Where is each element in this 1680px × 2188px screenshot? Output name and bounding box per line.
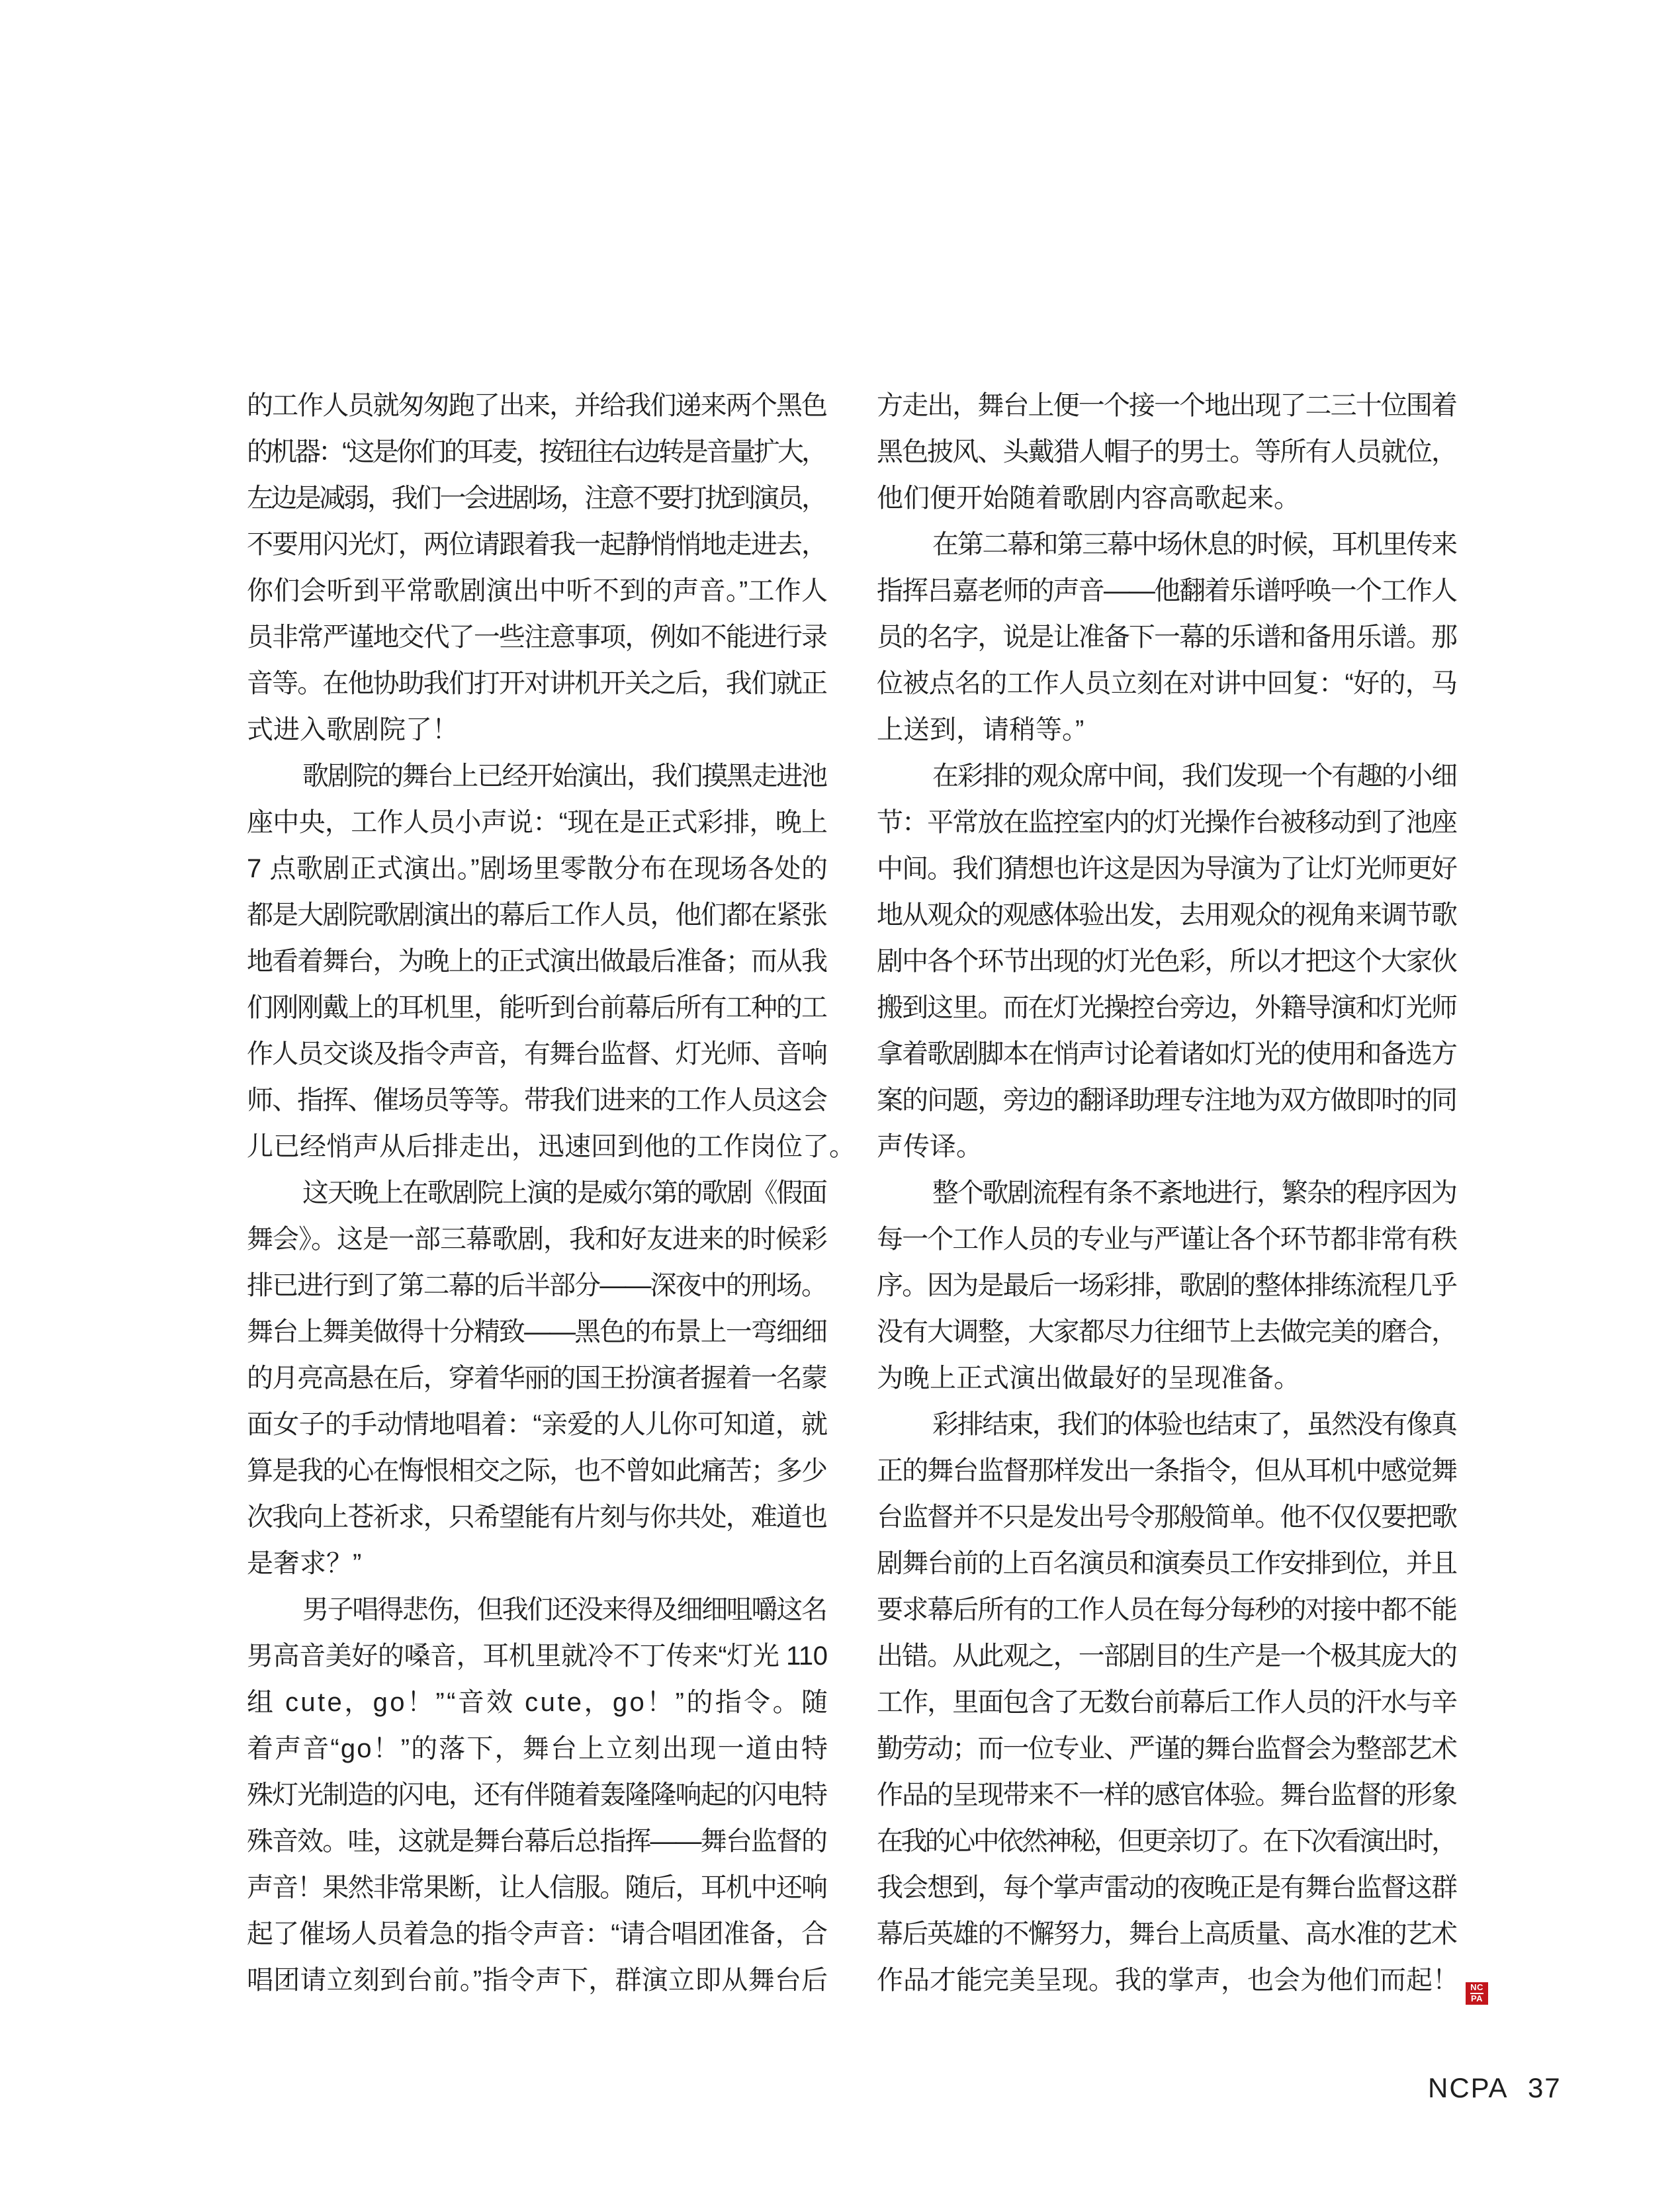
text-line: 作品才能完美呈现。我的掌声，也会为他们而起！ $\frac{NC}{PA}$ [877,1957,1458,2003]
right-column [877,382,1483,2004]
text-line: 都是大剧院歌剧演出的幕后工作人员，他们都在紧张 [247,900,827,930]
text-line: 要求幕后所有的工作人员在每分每秒的对接中都不能 [877,1595,1457,1624]
text-line: 没有大调整，大家都尽力往细节上去做完美的磨合， [877,1317,1457,1346]
page-footer [1428,2072,1562,2104]
text-line: 声音！果然非常果断，让人信服。随后，耳机中还响 [247,1873,827,1902]
text-line: 彩排结束，我们的体验也结束了，虽然没有像真 [932,1410,1456,1439]
text-line: 案的问题，旁边的翻译助理专注地为双方做即时的同 [877,1086,1457,1115]
text-line: 起了催场人员着急的指令声音：“请合唱团准备，合 [247,1919,828,1948]
text-line: 中间。我们猜想也许这是因为导演为了让灯光师更好 [877,854,1457,883]
text-line: 地看着舞台，为晚上的正式演出做最后准备；而从我 [247,947,827,976]
text-line: 师、指挥、催场员等等。带我们进来的工作人员这会 [247,1086,827,1115]
ncpa-end-mark-icon: $\frac{NC}{PA}$ [1466,1982,1488,2005]
text-line: 剧中各个环节出现的灯光色彩，所以才把这个大家伙 [877,947,1457,976]
text-line: 位被点名的工作人员立刻在对讲中回复：“好的，马 [877,669,1458,698]
text-line: 的机器：“这是你们的耳麦，按钮往右边转是音量扩大， [247,437,826,466]
text-line: 面女子的手动情地唱着：“亲爱的人儿你可知道，就 [247,1410,828,1439]
text-line: 们刚刚戴上的耳机里，能听到台前幕后所有工种的工 [247,993,827,1022]
text-line: 在彩排的观众席中间，我们发现一个有趣的小细 [932,762,1456,791]
text-line: 的月亮高悬在后，穿着华丽的国王扮演者握着一名蒙 [247,1364,827,1393]
text-line: 工作，里面包含了无数台前幕后工作人员的汗水与辛 [877,1688,1457,1717]
text-line: 指挥吕嘉老师的声音——他翻着乐谱呼唤一个工作人 [877,576,1457,605]
text-line: 的工作人员就匆匆跑了出来，并给我们递来两个黑色 [247,391,827,420]
text-line: 员的名字，说是让准备下一幕的乐谱和备用乐谱。那 [877,623,1457,652]
text-line: 歌剧院的舞台上已经开始演出，我们摸黑走进池 [302,762,826,791]
text-line: 男高音美好的嗓音，耳机里就冷不丁传来“灯光 110 [247,1641,828,1671]
text-line: 整个歌剧流程有条不紊地进行，繁杂的程序因为 [932,1178,1456,1207]
text-line: 7 点歌剧正式演出。”剧场里零散分布在现场各处的 [247,854,828,883]
text-line: 唱团请立刻到台前。”指令声下，群演立即从舞台后 [247,1966,828,1995]
text-line: 座中央，工作人员小声说：“现在是正式彩排，晚上 [247,808,828,837]
text-line: 剧舞台前的上百名演员和演奏员工作安排到位，并且 [877,1549,1457,1578]
text-line: 你们会听到平常歌剧演出中听不到的声音。”工作人 [247,576,828,605]
text-line: 拿着歌剧脚本在悄声讨论着诸如灯光的使用和备选方 [877,1039,1457,1069]
text-line: 每一个工作人员的专业与严谨让各个环节都非常有秩 [877,1225,1457,1254]
text-line: 算是我的心在悔恨相交之际，也不曾如此痛苦；多少 [247,1456,827,1485]
text-line: 排已进行到了第二幕的后半部分——深夜中的刑场。 [247,1271,827,1300]
text-line: 不要用闪光灯，两位请跟着我一起静悄悄地走进去， [247,530,827,559]
text-line: 组 cute，go！”“音效 cute，go！”的指令。随 [247,1688,830,1717]
text-line: 殊灯光制造的闪电，还有伴随着轰隆隆响起的闪电特 [247,1780,827,1810]
text-line: 员非常严谨地交代了一些注意事项，例如不能进行录 [247,623,827,652]
text-line: 勤劳动；而一位专业、严谨的舞台监督会为整部艺术 [877,1734,1457,1763]
text-line: 地从观众的观感体验出发，去用观众的视角来调节歌 [877,900,1457,930]
text-line: 他们便开始随着歌剧内容高歌起来。 [877,484,1300,513]
text-line: 声传译。 [877,1132,983,1161]
text-line: 黑色披风、头戴猎人帽子的男士。等所有人员就位， [877,437,1457,466]
text-line: 方走出，舞台上便一个接一个地出现了二三十位围着 [877,391,1457,420]
text-line: 为晚上正式演出做最好的呈现准备。 [877,1364,1300,1393]
text-line: 音等。在他协助我们打开对讲机开关之后，我们就正 [247,669,827,698]
text-line: 在我的心中依然神秘，但更亲切了。在下次看演出时， [877,1827,1456,1856]
text-line: 上送到，请稍等。” [877,715,1084,744]
page-number: 37 [1527,2072,1562,2103]
text-line: 作品的呈现带来不一样的感官体验。舞台监督的形象 [877,1780,1457,1810]
text-line: 在第二幕和第三幕中场休息的时候，耳机里传来 [932,530,1456,559]
text-line: 作人员交谈及指令声音，有舞台监督、灯光师、音响 [247,1039,827,1069]
left-column [247,382,856,2003]
text-line: 男子唱得悲伤，但我们还没来得及细细咀嚼这名 [302,1595,826,1624]
text-line: 出错。从此观之，一部剧目的生产是一个极其庞大的 [877,1641,1457,1671]
text-line: 幕后英雄的不懈努力，舞台上高质量、高水准的艺术 [877,1919,1457,1948]
text-line: 这天晚上在歌剧院上演的是威尔第的歌剧《假面 [302,1178,826,1207]
text-line: 台监督并不只是发出号令那般简单。他不仅仅要把歌 [877,1503,1457,1532]
text-line: 节：平常放在监控室内的灯光操作台被移动到了池座 [877,808,1457,837]
text-line: 舞台上舞美做得十分精致——黑色的布景上一弯细细 [247,1317,827,1346]
text-line: 次我向上苍祈求，只希望能有片刻与你共处，难道也 [247,1503,827,1532]
journal-name: NCPA [1428,2072,1507,2103]
text-line: 我会想到，每个掌声雷动的夜晚正是有舞台监督这群 [877,1873,1457,1902]
text-line: 左边是减弱，我们一会进剧场，注意不要打扰到演员， [247,484,826,513]
text-line: 儿已经悄声从后排走出，迅速回到他的工作岗位了。 [247,1132,856,1161]
text-line: 着声音“go！”的落下，舞台上立刻出现一道由特 [247,1734,830,1763]
text-line: 舞会》。这是一部三幕歌剧，我和好友进来的时候彩 [247,1225,827,1254]
text-line: 序。因为是最后一场彩排，歌剧的整体排练流程几乎 [877,1271,1457,1300]
text-line: 是奢求？” [247,1549,362,1578]
text-line: 正的舞台监督那样发出一条指令，但从耳机中感觉舞 [877,1456,1457,1485]
text-line: 式进入歌剧院了！ [247,715,459,744]
text-line: 殊音效。哇，这就是舞台幕后总指挥——舞台监督的 [247,1827,827,1856]
text-line: 搬到这里。而在灯光操控台旁边，外籍导演和灯光师 [877,993,1457,1022]
